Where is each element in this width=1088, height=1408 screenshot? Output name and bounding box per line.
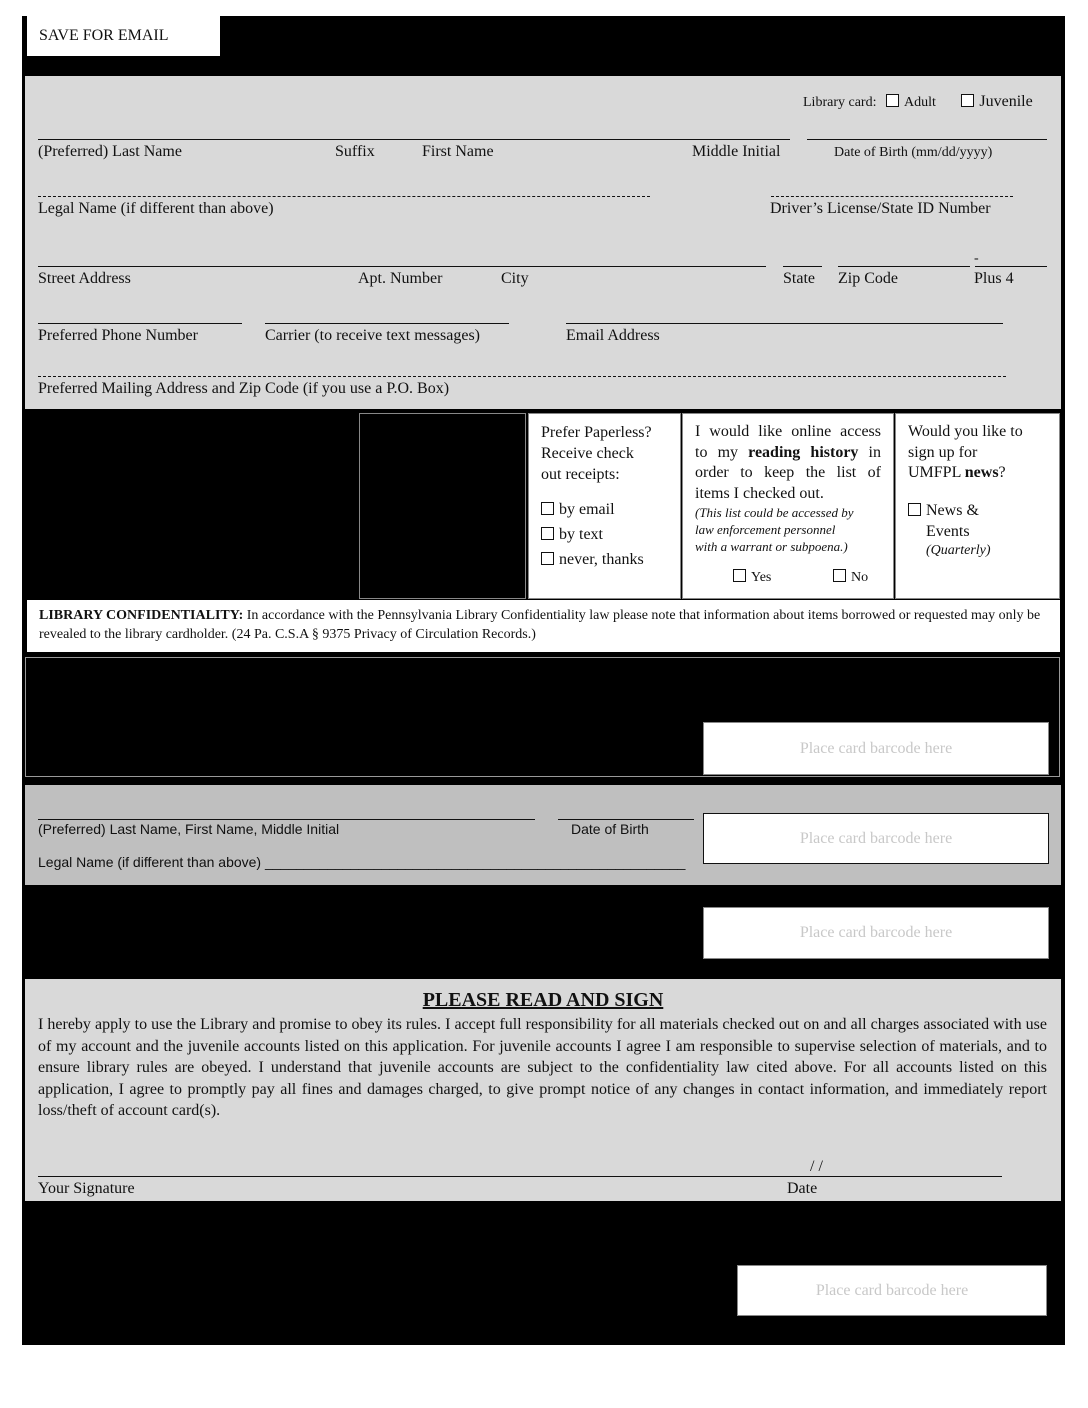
plus4-dash: - (974, 251, 979, 266)
juvenile-name-label: (Preferred) Last Name, First Name, Middle Initial (38, 821, 340, 837)
license-label: Driver’s License/State ID Number (770, 200, 991, 217)
yes-checkbox[interactable] (733, 569, 746, 582)
name-field[interactable] (38, 139, 790, 140)
news-events-label-2: Events (926, 523, 970, 540)
dob-field[interactable] (807, 139, 1047, 140)
reading-history-note-1: (This list could be accessed by (695, 505, 854, 520)
paperless-title-1: Prefer Paperless? (541, 424, 652, 441)
juvenile-label: Juvenile (979, 93, 1033, 110)
juvenile-checkbox[interactable] (961, 94, 974, 107)
news-signup-box (895, 413, 1060, 599)
confidentiality-text: In accordance with the Pennsylvania Library Confidentiality law please note that information about items borrowed or requested may only be revealed to the library cardholder. (24 Pa. C.S.A § 9375 Privacy of Circulation Records.) (39, 608, 1041, 642)
street-address-field[interactable] (38, 266, 766, 267)
legal-name-label: Legal Name (if different than above) (38, 200, 274, 217)
confidentiality-heading: LIBRARY CONFIDENTIALITY: (39, 608, 244, 623)
never-label: never, thanks (559, 551, 644, 568)
by-email-checkbox[interactable] (541, 502, 554, 515)
no-checkbox[interactable] (833, 569, 846, 582)
news-quarterly-note: (Quarterly) (926, 543, 991, 558)
paperless-title-2: Receive check (541, 445, 634, 462)
reading-history-box (682, 413, 894, 599)
reading-history-line4: items I checked out. (695, 484, 824, 502)
by-text-checkbox[interactable] (541, 527, 554, 540)
news-line2: sign up for (908, 443, 978, 461)
phone-field[interactable] (38, 323, 242, 324)
date-label: Date (787, 1180, 818, 1197)
barcode-slot-3[interactable]: Place card barcode here (703, 907, 1049, 959)
by-text-label: by text (559, 526, 603, 543)
reading-history-line2: to my reading history in (695, 443, 881, 461)
reading-history-note-2: law enforcement personnel (695, 522, 836, 537)
barcode-slot-4[interactable]: Place card barcode here (737, 1265, 1047, 1316)
barcode-slot-1[interactable]: Place card barcode here (703, 722, 1049, 775)
save-for-email-button[interactable]: SAVE FOR EMAIL (27, 16, 220, 56)
zip-field[interactable] (838, 266, 970, 267)
first-name-label: First Name (422, 143, 494, 160)
reading-history-line3: order to keep the list of (695, 464, 881, 481)
news-line3: UMFPL news? (908, 464, 1006, 481)
email-label: Email Address (566, 327, 660, 344)
reading-history-note-3: with a warrant or subpoena.) (695, 539, 848, 554)
state-label: State (783, 270, 815, 287)
date-slashes: / / (810, 1158, 823, 1175)
email-field[interactable] (566, 323, 1003, 324)
zip-label: Zip Code (838, 270, 898, 287)
juvenile-name-field[interactable] (38, 819, 535, 820)
news-events-label-1: News & (926, 502, 979, 519)
carrier-field[interactable] (265, 323, 509, 324)
juvenile-dob-label: Date of Birth (571, 821, 649, 837)
dob-label: Date of Birth (mm/dd/yyyy) (834, 145, 993, 160)
suffix-label: Suffix (335, 143, 375, 160)
signature-field[interactable] (38, 1176, 1002, 1177)
juvenile-legal-label: Legal Name (if different than above) ______________________________________________________ (38, 854, 686, 870)
last-name-label: (Preferred) Last Name (38, 143, 182, 160)
legal-name-field[interactable] (38, 196, 650, 197)
middle-initial-label: Middle Initial (692, 143, 781, 160)
by-email-label: by email (559, 501, 615, 518)
city-label: City (501, 270, 529, 287)
apt-label: Apt. Number (358, 270, 443, 287)
confidentiality-notice (27, 600, 1060, 652)
reading-history-line1: I would like online access (695, 423, 881, 440)
yes-label: Yes (751, 570, 772, 585)
library-card-label: Library card: (803, 95, 877, 110)
signature-label: Your Signature (38, 1180, 135, 1197)
patron-info-section (25, 76, 1061, 409)
news-line1: Would you like to (908, 423, 1023, 440)
news-events-checkbox[interactable] (908, 503, 921, 516)
barcode-slot-2[interactable]: Place card barcode here (703, 813, 1049, 864)
phone-label: Preferred Phone Number (38, 327, 198, 344)
plus4-field[interactable] (975, 266, 1047, 267)
mailing-address-field[interactable] (38, 376, 1006, 377)
paperless-option-box (528, 413, 681, 599)
paperless-title-3: out receipts: (541, 466, 620, 483)
street-label: Street Address (38, 270, 131, 287)
carrier-label: Carrier (to receive text messages) (265, 327, 481, 344)
agreement-section (25, 979, 1061, 1201)
agreement-text: I hereby apply to use the Library and promise to obey its rules. I accept full responsibility for all materials checked out on and all charges associated with use of my account and the juvenile accounts listed on this application. For juvenile accounts I agree I am responsible to supervise selection of materials, and to ensure library rules are obeyed. I understand that juvenile accounts are subject to the confidentiality law cited above. For all accounts listed on this application, I agree to promptly pay all fines and damages charged, to give prompt notice of any changes in contact information, and immediately report loss/theft of account card(s). (38, 1016, 1047, 1119)
license-field[interactable] (771, 196, 1013, 197)
never-checkbox[interactable] (541, 552, 554, 565)
adult-checkbox[interactable] (886, 94, 899, 107)
agreement-title: PLEASE READ AND SIGN (422, 989, 664, 1011)
redacted-box (359, 413, 526, 599)
no-label: No (851, 570, 869, 585)
juvenile-dob-field[interactable] (558, 819, 694, 820)
mailing-label: Preferred Mailing Address and Zip Code (if you use a P.O. Box) (38, 380, 450, 397)
plus4-label: Plus 4 (974, 270, 1014, 287)
adult-label: Adult (903, 95, 936, 110)
state-field[interactable] (783, 266, 822, 267)
